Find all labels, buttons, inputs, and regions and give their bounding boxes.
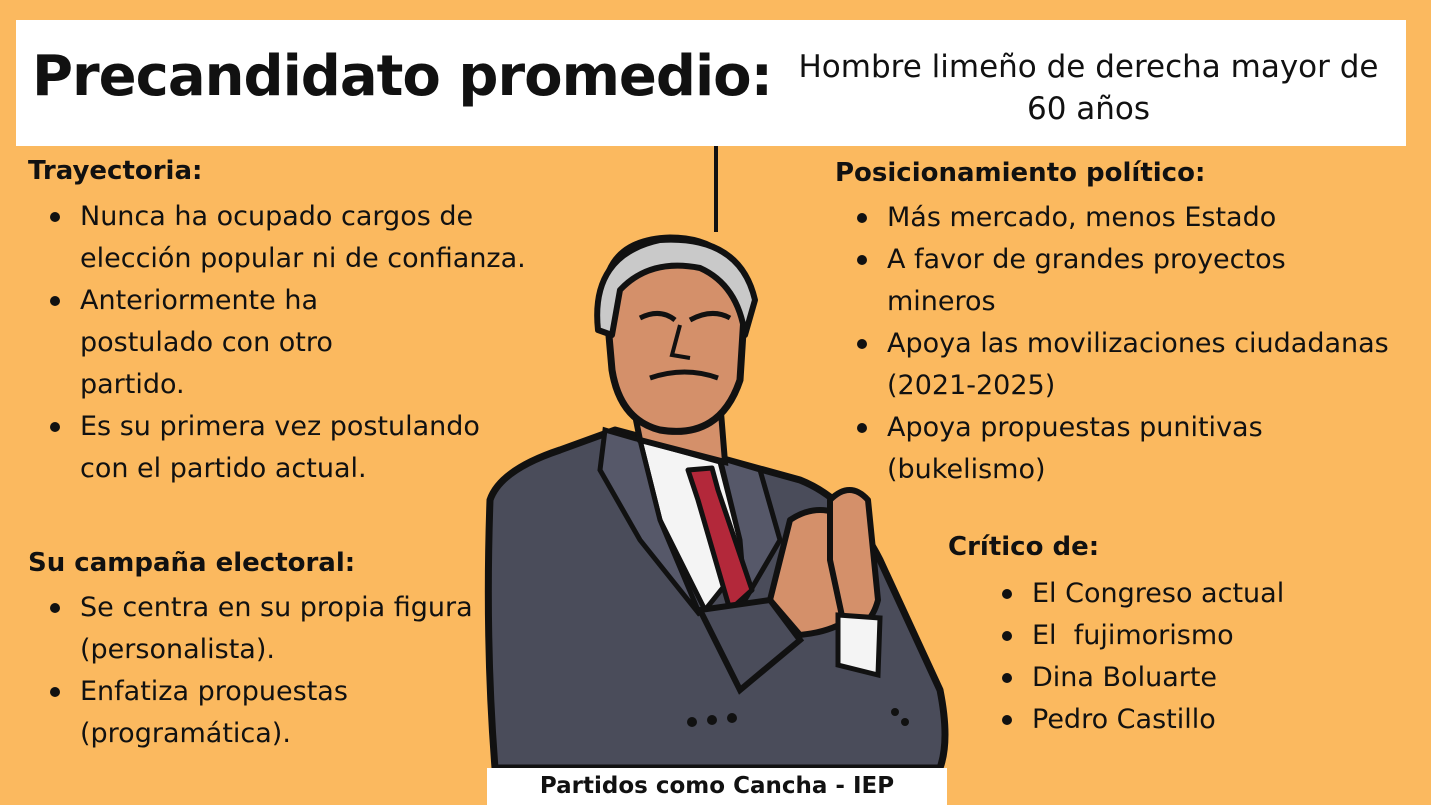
posicionamiento-heading: Posicionamiento político: <box>835 158 1206 188</box>
suit-button <box>687 717 697 727</box>
list-item: Pedro Castillo <box>980 699 1400 741</box>
source-credit: Partidos como Cancha - IEP <box>487 768 947 805</box>
list-item: Más mercado, menos Estado <box>835 197 1415 239</box>
suit-button <box>901 718 909 726</box>
list-item: Dina Boluarte <box>980 657 1400 699</box>
cuff-right <box>838 615 880 675</box>
page-title: Precandidato promedio: <box>32 44 773 109</box>
posicionamiento-list <box>835 197 1415 491</box>
list-item: Es su primera vez postulando con el partido actual. <box>28 406 490 490</box>
list-item: Anteriormente ha postulado con otro partido. <box>28 280 410 406</box>
list-item: El fujimorismo <box>980 615 1400 657</box>
list-item: Apoya propuestas punitivas (bukelismo) <box>835 407 1327 491</box>
list-item: A favor de grandes proyectos mineros <box>835 239 1327 323</box>
critico-heading: Crítico de: <box>948 532 1100 562</box>
list-item: Enfatiza propuestas (programática). <box>28 671 380 755</box>
critico-list <box>980 573 1400 741</box>
trayectoria-heading: Trayectoria: <box>28 156 203 186</box>
suit-button <box>891 708 899 716</box>
campana-heading: Su campaña electoral: <box>28 548 356 578</box>
suit-button <box>707 715 717 725</box>
list-item: El Congreso actual <box>980 573 1400 615</box>
campana-list <box>28 587 498 755</box>
page-subtitle: Hombre limeño de derecha mayor de 60 años <box>798 49 1379 127</box>
list-item: Apoya las movilizaciones ciudadanas (2021-2025) <box>835 323 1415 407</box>
list-item: Nunca ha ocupado cargos de elección popular ni de confianza. <box>28 196 548 280</box>
list-item: Se centra en su propia figura (personalista). <box>28 587 498 671</box>
trayectoria-list <box>28 196 548 490</box>
suit-button <box>727 713 737 723</box>
